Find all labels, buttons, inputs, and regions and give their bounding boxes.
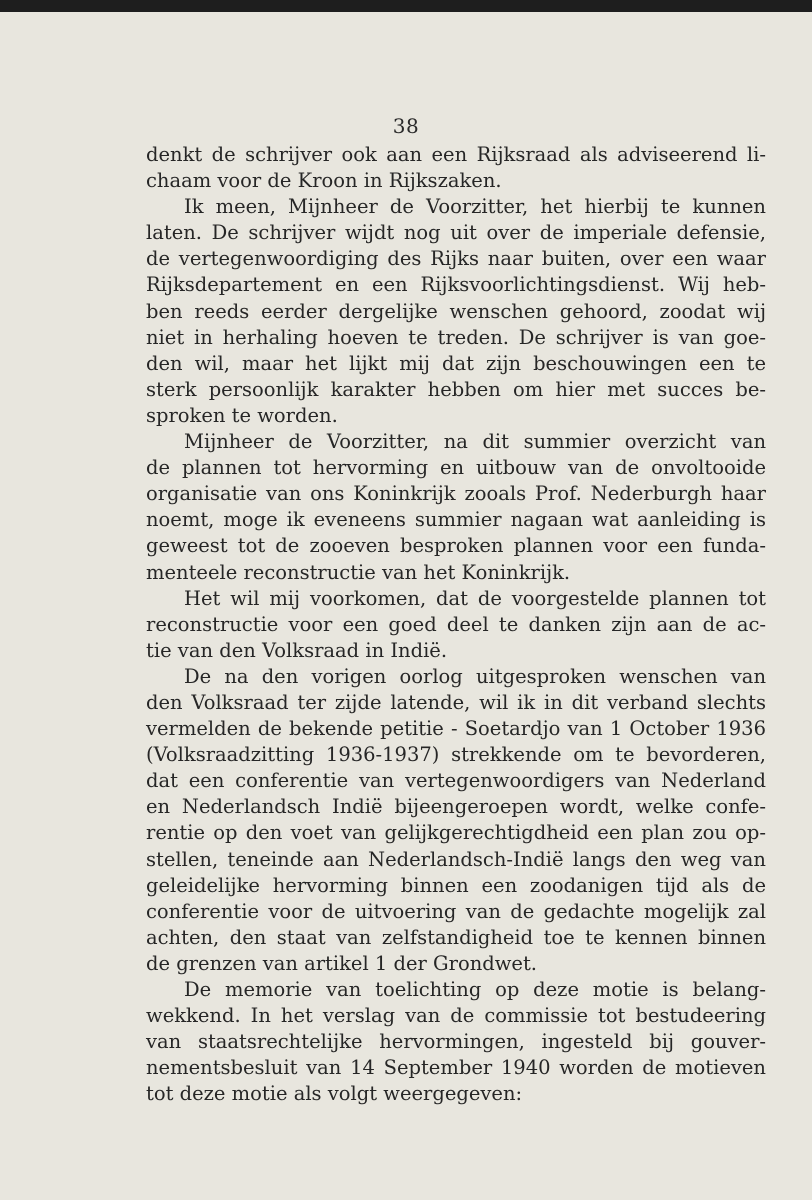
text-line: niet in herhaling hoeven te treden. De schrijver is van goe- [146, 325, 766, 349]
text-line: sproken te worden. [146, 403, 338, 427]
text-line: Ik meen, Mijnheer de Voorzitter, het hierbij te kunnen [184, 195, 766, 219]
text-line: en Nederlandsch Indië bijeengeroepen wordt, welke confe- [146, 795, 766, 819]
text-line: de vertegenwoordiging des Rijks naar buiten, over een waar [146, 247, 766, 271]
page-number: 38 [392, 114, 420, 138]
text-line: De memorie van toelichting op deze motie is belang- [184, 978, 766, 1001]
text-line: den wil, maar het lijkt mij dat zijn beschouwingen een te [146, 351, 766, 375]
text-line: achten, den staat van zelfstandigheid toe te kennen binnen [146, 925, 766, 949]
text-line: Het wil mij voorkomen, dat de voorgestelde plannen tot [184, 586, 766, 610]
text-line: Mijnheer de Voorzitter, na dit summier overzicht van [184, 430, 766, 454]
text-line: organisatie van ons Koninkrijk zooals Prof. Nederburgh haar [146, 482, 766, 506]
text-line: wekkend. In het verslag van de commissie tot bestudeering [146, 1004, 766, 1028]
scan-top-border [0, 0, 812, 12]
body-text [146, 142, 766, 1107]
text-line: de grenzen van artikel 1 der Grondwet. [146, 951, 537, 975]
text-line: tot deze motie als volgt weergegeven: [146, 1082, 523, 1106]
text-line: (Volksraadzitting 1936-1937) strekkende om te bevorderen, [146, 743, 766, 767]
text-line: chaam voor de Kroon in Rijkszaken. [146, 169, 502, 193]
text-line: noemt, moge ik eveneens summier nagaan wat aanleiding is [146, 508, 766, 532]
text-line: tie van den Volksraad in Indië. [146, 638, 448, 662]
text-line: stellen, teneinde aan Nederlandsch-Indië langs den weg van [146, 847, 766, 871]
text-line: den Volksraad ter zijde latende, wil ik in dit verband slechts [146, 690, 766, 714]
text-line: vermelden de bekende petitie - Soetardjo van 1 October 1936 [146, 717, 766, 741]
text-line: rentie op den voet van gelijkgerechtigdheid een plan zou op- [146, 821, 766, 845]
text-line: van staatsrechtelijke hervormingen, ingesteld bij gouver- [146, 1030, 766, 1054]
text-line: de plannen tot hervorming en uitbouw van de onvoltooide [146, 456, 766, 480]
text-line: sterk persoonlijk karakter hebben om hier met succes be- [146, 377, 766, 401]
text-line: ben reeds eerder dergelijke wenschen gehoord, zoodat wij [146, 299, 766, 323]
text-line: geleidelijke hervorming binnen een zoodanigen tijd als de [146, 873, 766, 897]
text-line: laten. De schrijver wijdt nog uit over de imperiale defensie, [146, 221, 766, 245]
text-line: dat een conferentie van vertegenwoordigers van Nederland [146, 769, 766, 793]
text-line: Rijksdepartement en een Rijksvoorlichtingsdienst. Wij heb- [146, 273, 766, 297]
text-line: menteele reconstructie van het Koninkrijk. [146, 560, 571, 584]
text-line: nementsbesluit van 14 September 1940 worden de motieven [146, 1056, 766, 1080]
text-line: denkt de schrijver ook aan een Rijksraad als adviseerend li- [146, 143, 766, 166]
text-line: De na den vorigen oorlog uitgesproken wenschen van [184, 664, 766, 688]
text-line: reconstructie voor een goed deel te danken zijn aan de ac- [146, 612, 766, 636]
text-line: geweest tot de zooeven besproken plannen voor een funda- [146, 534, 766, 558]
text-line: conferentie voor de uitvoering van de gedachte mogelijk zal [146, 899, 766, 923]
document-page [0, 12, 812, 1200]
